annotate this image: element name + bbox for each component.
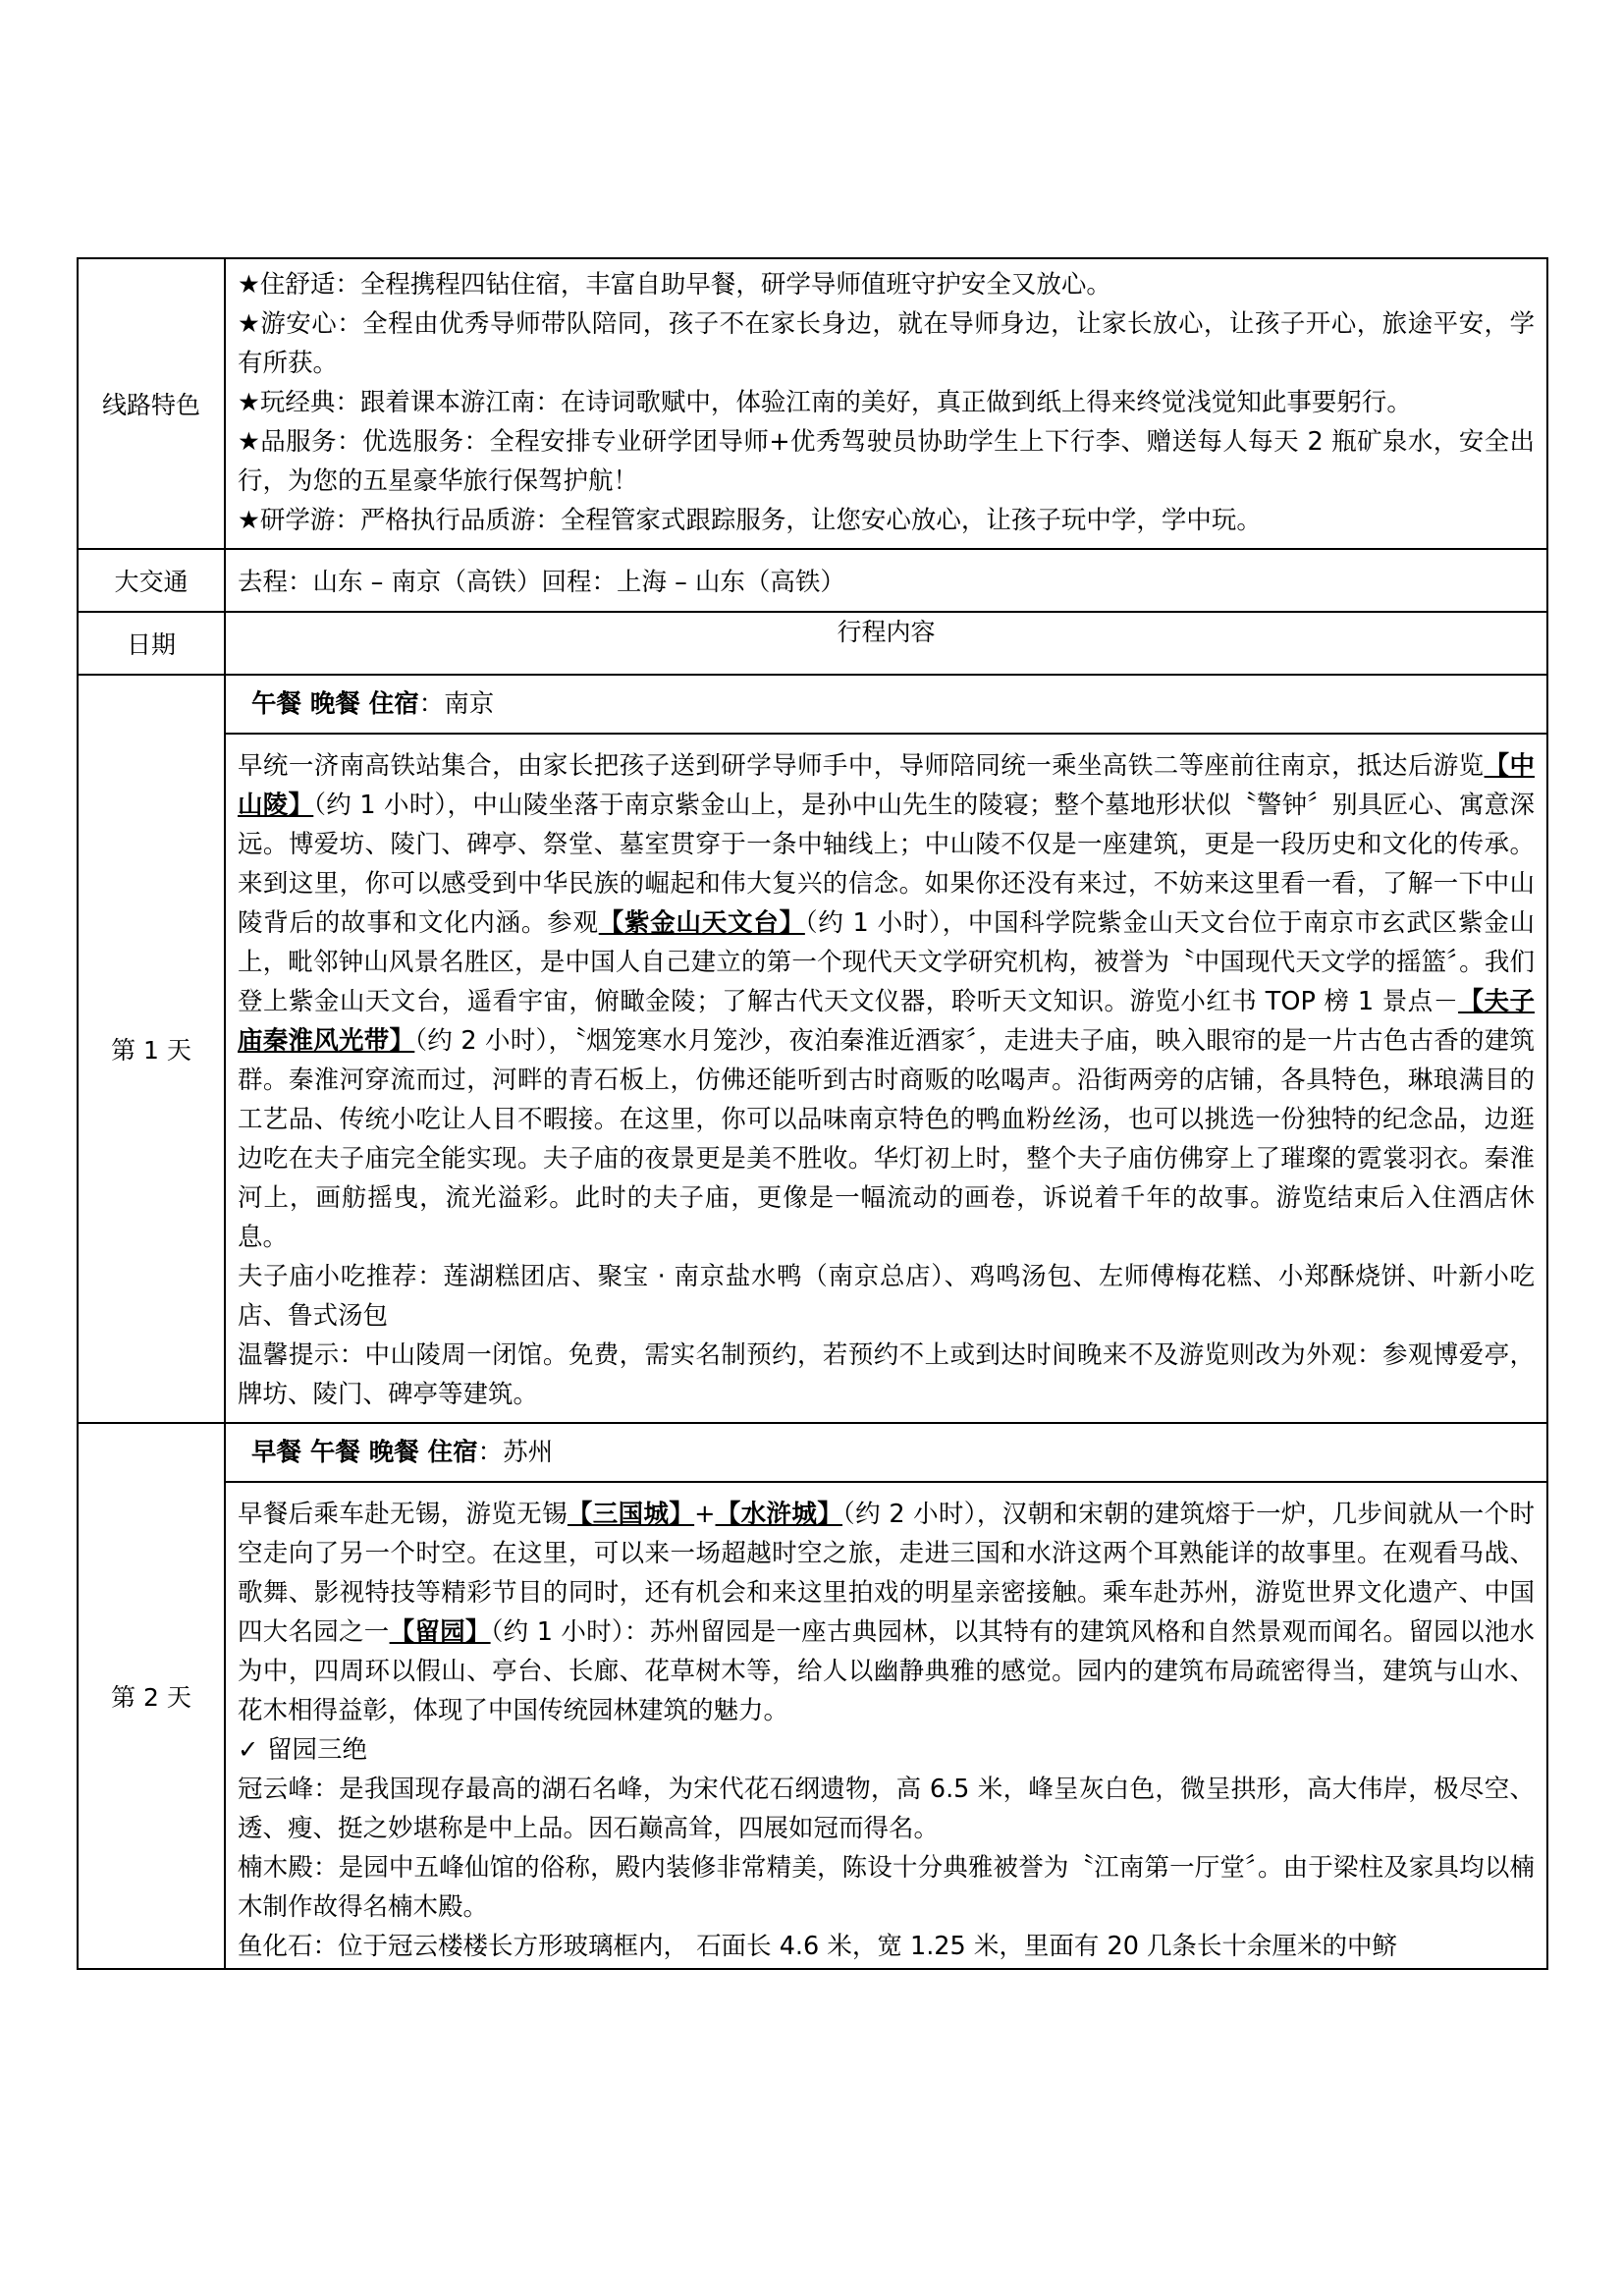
day2-content-row — [78, 1482, 1547, 1969]
feature-line: ★住舒适：全程携程四钻住宿，丰富自助早餐，研学导师值班守护安全又放心。 — [238, 270, 1111, 300]
day1-label: 第 1 天 — [78, 675, 225, 1423]
day1-content-row — [78, 734, 1547, 1423]
wonder-item: 冠云峰：是我国现存最高的湖石名峰，为宋代花石纲遗物，高 6.5 米，峰呈灰白色，微呈拱形，高大伟岸，极尽空、透、瘦、挺之妙堪称是中上品。因石巅高耸，四展如冠而得名。 — [238, 1775, 1535, 1843]
plus-sign: + — [694, 1500, 716, 1529]
day1-meals-row — [78, 675, 1547, 734]
features-label: 线路特色 — [78, 258, 225, 549]
spot-zhongshanling: 【中山陵】 — [238, 751, 1535, 820]
day2-meals-bold: 早餐 午餐 晚餐 住宿 — [251, 1438, 478, 1467]
day1-meals-colon: ： — [418, 689, 445, 719]
day2-meals — [225, 1423, 1547, 1482]
day1-text: （约 2 小时），〝烟笼寒水月笼沙，夜泊秦淮近酒家〞，走进夫子庙，映入眼帘的是一片古色古香的建筑群。秦淮河穿流而过，河畔的青石板上，仿佛还能听到古时商贩的吆喝声。沿街两旁的店铺，各具特色，琳琅满目的工艺品、传统小吃让人目不暇接。在这里，你可以品味南京特色的鸭血粉丝汤，也可以挑选一份独特的纪念品，边逛边吃在夫子庙完全能实现。夫子庙的夜景更是美不胜收。华灯初上时，整个夫子庙仿佛穿上了璀璨的霓裳羽衣。秦淮河上，画舫摇曳，流光溢彩。此时的夫子庙，更像是一幅流动的画卷，诉说着千年的故事。游览结束后入住酒店休息。 — [238, 1026, 1535, 1252]
day2-meals-city: 苏州 — [503, 1438, 554, 1467]
feature-line: ★玩经典：跟着课本游江南：在诗词歌赋中，体验江南的美好，真正做到纸上得来终觉浅觉知此事要躬行。 — [238, 388, 1412, 417]
schedule-header-row — [78, 612, 1547, 675]
day2-text: （约 2 小时），汉朝和宋朝的建筑熔于一炉，几步间就从一个时空走向了另一个时空。在这里，可以来一场超越时空之旅，走进三国和水浒这两个耳熟能详的故事里。在观看马战、歌舞、影视特技等精彩节目的同时，还有机会和来这里拍戏的明星亲密接触。乘车赴苏州，游览世界文化遗产、中国四大名园之一 — [238, 1500, 1535, 1647]
day2-text: 早餐后乘车赴无锡，游览无锡 — [238, 1500, 568, 1529]
check-icon: ✓ — [238, 1735, 259, 1765]
transport-text: 去程：山东 – 南京（高铁）回程：上海 – 山东（高铁） — [225, 549, 1547, 612]
day1-tips: 温馨提示：中山陵周一闭馆。免费，需实名制预约，若预约不上或到达时间晚来不及游览则改为外观：参观博爱亭，牌坊、陵门、碑亭等建筑。 — [238, 1340, 1535, 1409]
feature-line: ★游安心：全程由优秀导师带队陪同，孩子不在家长身边，就在导师身边，让家长放心，让孩子开心，旅途平安，学有所获。 — [238, 309, 1535, 378]
spot-liuyuan: 【留园】 — [389, 1617, 491, 1647]
day1-paragraph — [238, 746, 1535, 1257]
day2-paragraph — [238, 1495, 1535, 1730]
transport-row — [78, 549, 1547, 612]
day1-text: （约 1 小时），中国科学院紫金山天文台位于南京市玄武区紫金山上，毗邻钟山风景名胜区，是中国人自己建立的第一个现代天文学研究机构，被誉为〝中国现代天文学的摇篮〞。我们登上紫金山天文台，遥看宇宙，俯瞰金陵；了解古代天文仪器，聆听天文知识。游览小红书 TOP 榜 1 景点－ — [238, 908, 1535, 1016]
content-header: 行程内容 — [225, 612, 1547, 675]
features-content — [225, 258, 1547, 549]
day1-text: （约 1 小时），中山陵坐落于南京紫金山上，是孙中山先生的陵寝；整个墓地形状似〝警钟〞别具匠心、寓意深远。博爱坊、陵门、碑亭、祭堂、墓室贯穿于一条中轴线上；中山陵不仅是一座建筑，更是一段历史和文化的传承。来到这里，你可以感受到中华民族的崛起和伟大复兴的信念。如果你还没有来过，不妨来这里看一看，了解一下中山陵背后的故事和文化内涵。参观 — [238, 791, 1535, 938]
day2-meals-row — [78, 1423, 1547, 1482]
spot-shuihucheng: 【水浒城】 — [715, 1500, 843, 1529]
wonder-item: 鱼化石：位于冠云楼楼长方形玻璃框内， 石面长 4.6 米，宽 1.25 米，里面有 20 几条长十余厘米的中鲚 — [238, 1932, 1398, 1961]
day1-content — [225, 734, 1547, 1423]
day1-text: 早统一济南高铁站集合，由家长把孩子送到研学导师手中，导师陪同统一乘坐高铁二等座前往南京，抵达后游览 — [238, 751, 1485, 781]
day1-meals-city: 南京 — [444, 689, 495, 719]
spot-zijinshan-observatory: 【紫金山天文台】 — [598, 908, 805, 938]
feature-line: ★品服务：优选服务：全程安排专业研学团导师+优秀驾驶员协助学生上下行李、赠送每人每天 2 瓶矿泉水，安全出行，为您的五星豪华旅行保驾护航！ — [238, 427, 1535, 496]
wonder-item: 楠木殿：是园中五峰仙馆的俗称，殿内装修非常精美，陈设十分典雅被誉为〝江南第一厅堂〞。由于梁柱及家具均以楠木制作故得名楠木殿。 — [238, 1853, 1535, 1922]
day2-label: 第 2 天 — [78, 1423, 225, 1969]
day2-text: （约 1 小时）：苏州留园是一座古典园林，以其特有的建筑风格和自然景观而闻名。留园以池水为中，四周环以假山、亭台、长廊、花草树木等，给人以幽静典雅的感觉。园内的建筑布局疏密得当，建筑与山水、花木相得益彰，体现了中国传统园林建筑的魅力。 — [238, 1617, 1535, 1725]
date-header: 日期 — [78, 612, 225, 675]
day1-meals-bold: 午餐 晚餐 住宿 — [251, 689, 419, 719]
three-wonders-heading — [238, 1730, 1535, 1770]
feature-line: ★研学游：严格执行品质游：全程管家式跟踪服务，让您安心放心，让孩子玩中学，学中玩。 — [238, 506, 1262, 535]
itinerary-table — [77, 257, 1548, 1970]
spot-sanguocheng: 【三国城】 — [567, 1500, 695, 1529]
day2-meals-colon: ： — [477, 1438, 504, 1467]
day1-snacks: 夫子庙小吃推荐：莲湖糕团店、聚宝 · 南京盐水鸭（南京总店）、鸡鸣汤包、左师傅梅花糕、小郑酥烧饼、叶新小吃店、鲁式汤包 — [238, 1262, 1535, 1331]
day1-meals — [225, 675, 1547, 734]
day2-content — [225, 1482, 1547, 1969]
features-row — [78, 258, 1547, 549]
spot-fuzimiao: 【夫子庙秦淮风光带】 — [238, 987, 1535, 1056]
transport-label: 大交通 — [78, 549, 225, 612]
three-wonders-title: 留园三绝 — [267, 1735, 368, 1765]
